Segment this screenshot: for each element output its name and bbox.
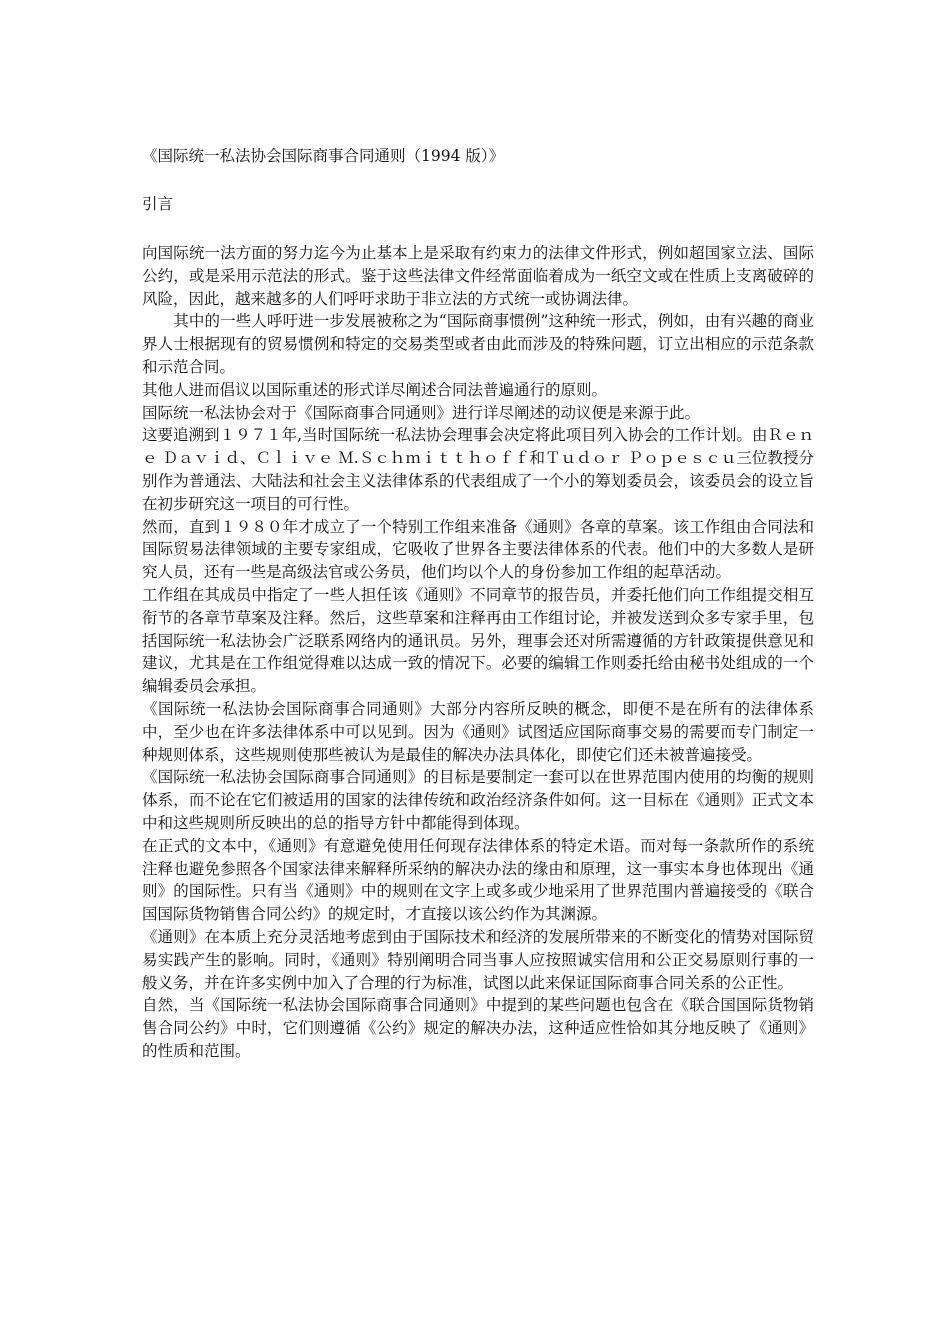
paragraph-11: 《通则》在本质上充分灵活地考虑到由于国际技术和经济的发展所带来的不断变化的情势对国际贸易实践产生的影响。同时，《通则》特别阐明合同当事人应按照诚实信用和公正交易原则行事的一般义务，并在许多实例中加入了合理的行为标准，试图以此来保证国际商事合同关系的公正性。	[142, 927, 814, 992]
paragraph-9: 《国际统一私法协会国际商事合同通则》的目标是要制定一套可以在世界范围内使用的均衡的规则体系，而不论在它们被适用的国家的法律传统和政治经济条件如何。这一目标在《通则》正式文本中和这些规则所反映出的总的指导方针中都能得到体现。	[142, 768, 814, 832]
paragraph-10: 在正式的文本中，《通则》有意避免使用任何现存法律体系的特定术语。而对每一条款所作的系统注释也避免参照各个国家法律来解释所采纳的解决办法的缘由和原理，这一事实本身也体现出《通则》的国际性。只有当《通则》中的规则在文字上或多或少地采用了世界范围内普遍接受的《联合国国际货物销售合同公约》的规定时，才直接以该公约作为其渊源。	[142, 836, 814, 924]
paragraph-4: 国际统一私法协会对于《国际商事合同通则》进行详尽阐述的动议便是来源于此。	[142, 403, 701, 422]
paragraph-3: 其他人进而倡议以国际重述的形式详尽阐述合同法普遍通行的原则。	[142, 380, 608, 399]
paragraph-6: 然而，直到１９８０年才成立了一个特别工作组来准备《通则》各章的草案。该工作组由合同法和国际贸易法律领域的主要专家组成，它吸收了世界各主要法律体系的代表。他们中的大多数人是研究人员，还有一些是高级法官或公务员，他们均以个人的身份参加工作组的起草活动。	[142, 517, 814, 582]
paragraph-12: 自然，当《国际统一私法协会国际商事合同通则》中提到的某些问题也包含在《联合国国际货物销售合同公约》中时，它们则遵循《公约》规定的解决办法，这种适应性恰如其分地反映了《通则》的性质和范围。	[142, 996, 814, 1060]
paragraph-8: 《国际统一私法协会国际商事合同通则》大部分内容所反映的概念，即便不是在所有的法律体系中，至少也在许多法律体系中可以见到。因为《通则》试图适应国际商事交易的需要而专门制定一种规则体系，这些规则使那些被认为是最佳的解决办法具体化，即使它们还未被普遍接受。	[142, 699, 814, 764]
document-body	[142, 242, 814, 1063]
paragraph-7: 工作组在其成员中指定了一些人担任该《通则》不同章节的报告员，并委托他们向工作组提交相互衔节的各章节草案及注释。然后，这些草案和注释再由工作组讨论，并被发送到众多专家手里，包括国际统一私法协会广泛联系网络内的通讯员。另外，理事会还对所需遵循的方针政策提供意见和建议，尤其是在工作组觉得难以达成一致的情况下。必要的编辑工作则委托给由秘书处组成的一个编辑委员会承担。	[142, 585, 814, 696]
document-title: 《国际统一私法协会国际商事合同通则（1994 版）》	[142, 147, 505, 165]
paragraph-2: 其中的一些人呼吁进一步发展被称之为“国际商事惯例”这种统一形式，例如，由有兴趣的商业界人士根据现有的贸易惯例和特定的交易类型或者由此而涉及的特殊问题，订立出相应的示范条款和示范合同。	[142, 312, 814, 376]
section-heading: 引言	[142, 195, 174, 213]
paragraph-5: 这要追溯到１９７１年,当时国际统一私法协会理事会决定将此项目列入协会的工作计划。由Ｒｅｎｅ Ｄａｖｉｄ、Ｃｌｉｖｅ Ｍ.Ｓｃｈｍｉｔｔｈｏｆｆ和Ｔｕｄｏｒ Ｐｏｐｅｓｃｕ三位教授分别作为普通法、大陆法和社会主义法律体系的代表组成了一个小的筹划委员会，该委员会的设立旨在初步研究这一项目的可行性。	[142, 426, 814, 513]
paragraph-1: 向国际统一法方面的努力迄今为止基本上是采取有约束力的法律文件形式，例如超国家立法、国际公约，或是采用示范法的形式。鉴于这些法律文件经常面临着成为一纸空文或在性质上支离破碎的风险，因此，越来越多的人们呼吁求助于非立法的方式统一或协调法律。	[142, 244, 814, 308]
